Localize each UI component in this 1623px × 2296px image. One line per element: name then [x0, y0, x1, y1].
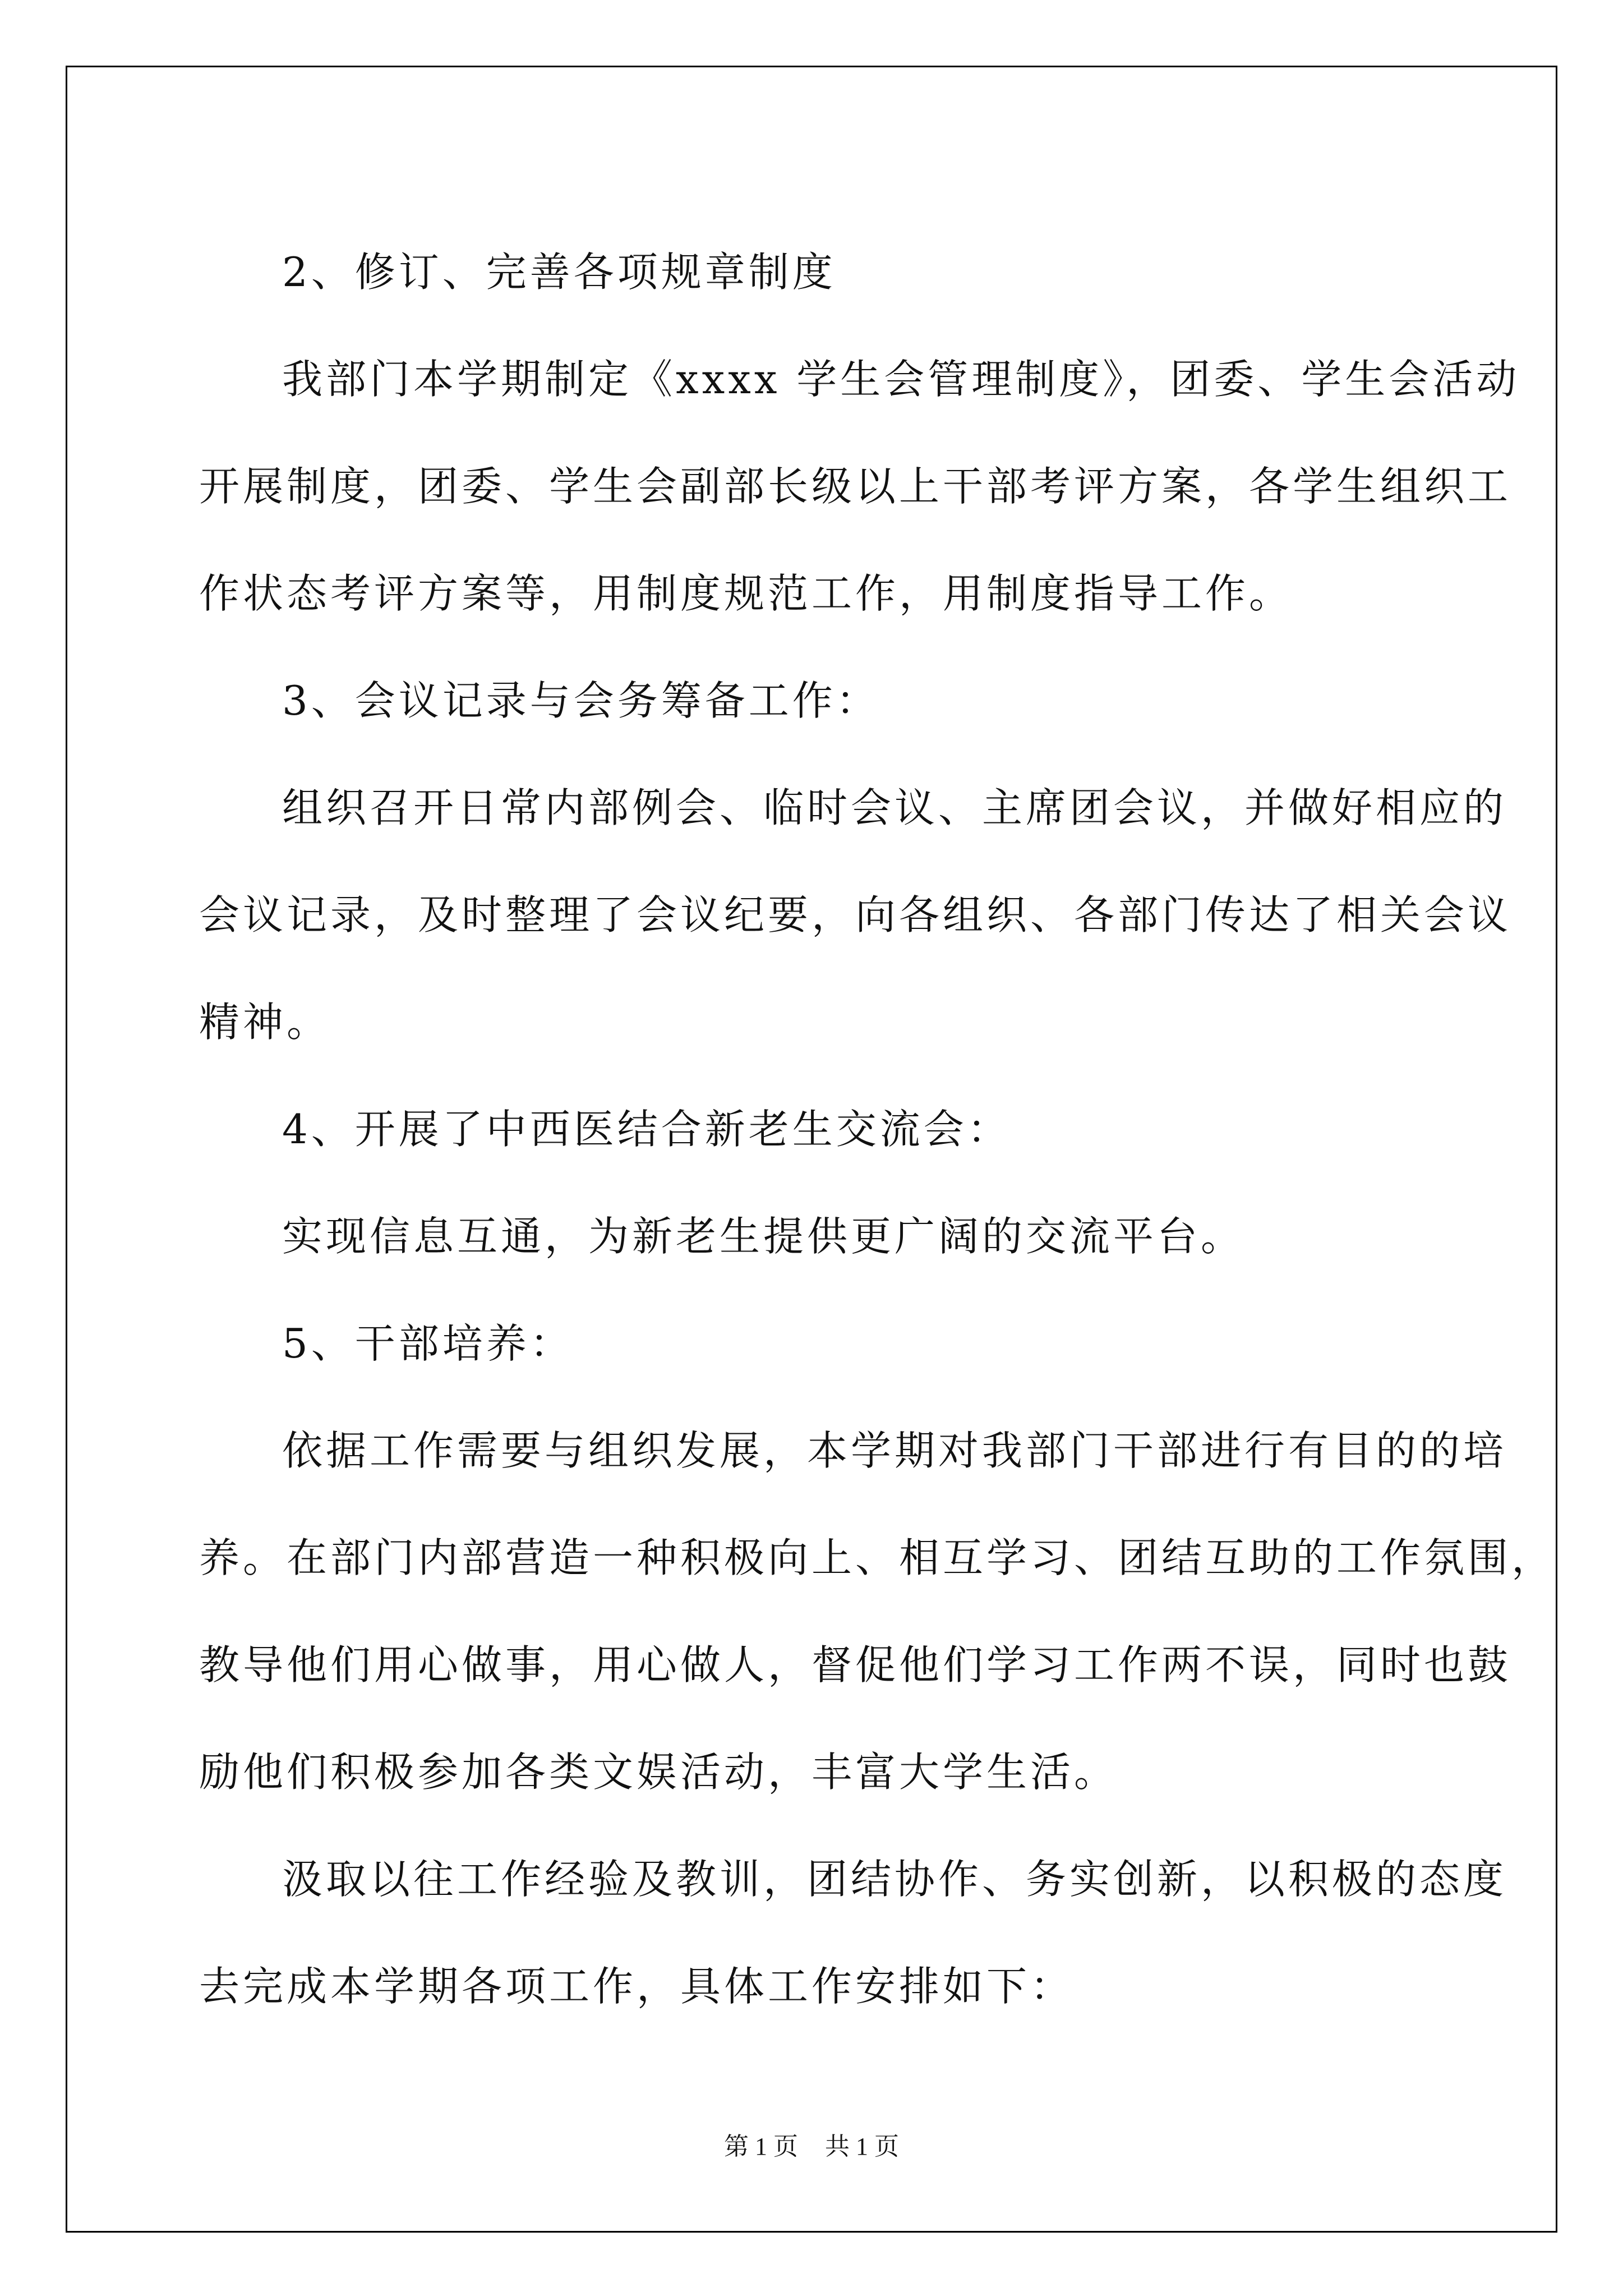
- paragraph-heading-5: [199, 1290, 1455, 1397]
- text-line: 3、会议记录与会务筹备工作：: [282, 677, 880, 724]
- page-number: 第 1 页: [724, 2133, 798, 2160]
- text-line: 励他们积极参加各类文娱活动，丰富大学生活。: [199, 1749, 1118, 1796]
- text-line: 汲取以往工作经验及教训，团结协作、务实创新，以积极的态度: [282, 1856, 1507, 1903]
- text-line: 组织召开日常内部例会、临时会议、主席团会议，并做好相应的: [282, 784, 1507, 831]
- paragraph-heading-2: [199, 219, 1455, 326]
- paragraph: [199, 1397, 1556, 1826]
- text-line: 教导他们用心做事，用心做人，督促他们学习工作两不误，同时也鼓: [199, 1641, 1512, 1688]
- text-line: 作状态考评方案等，用制度规范工作，用制度指导工作。: [199, 570, 1293, 617]
- paragraph: [199, 326, 1520, 647]
- page-total: 共 1 页: [825, 2133, 899, 2160]
- text-line: 精神。: [199, 999, 331, 1046]
- paragraph: [199, 754, 1512, 1076]
- text-line: 2、修订、完善各项规章制度: [282, 249, 836, 296]
- text-line: 我部门本学期制定《xxxx 学生会管理制度》，团委、学生会活动: [282, 356, 1520, 403]
- text-line: 5、干部培养：: [282, 1320, 574, 1367]
- text-line: 去完成本学期各项工作，具体工作安排如下：: [199, 1963, 1075, 2010]
- paragraph: [199, 1826, 1507, 2040]
- text-line: 实现信息互通，为新老生提供更广阔的交流平台。: [282, 1213, 1245, 1260]
- document-body: [199, 219, 1556, 2040]
- text-line: 会议记录，及时整理了会议纪要，向各组织、各部门传达了相关会议: [199, 891, 1512, 938]
- text-line: 养。在部门内部营造一种积极向上、相互学习、团结互助的工作氛围，: [199, 1534, 1556, 1581]
- text-line: 开展制度，团委、学生会副部长级以上干部考评方案，各学生组织工: [199, 463, 1512, 510]
- text-line: 4、开展了中西医结合新老生交流会：: [282, 1106, 1011, 1153]
- paragraph: [199, 1183, 1455, 1290]
- text-line: 依据工作需要与组织发展，本学期对我部门干部进行有目的的培: [282, 1427, 1507, 1474]
- paragraph-heading-3: [199, 647, 1455, 754]
- page-footer: [0, 2126, 1623, 2162]
- paragraph-heading-4: [199, 1076, 1455, 1183]
